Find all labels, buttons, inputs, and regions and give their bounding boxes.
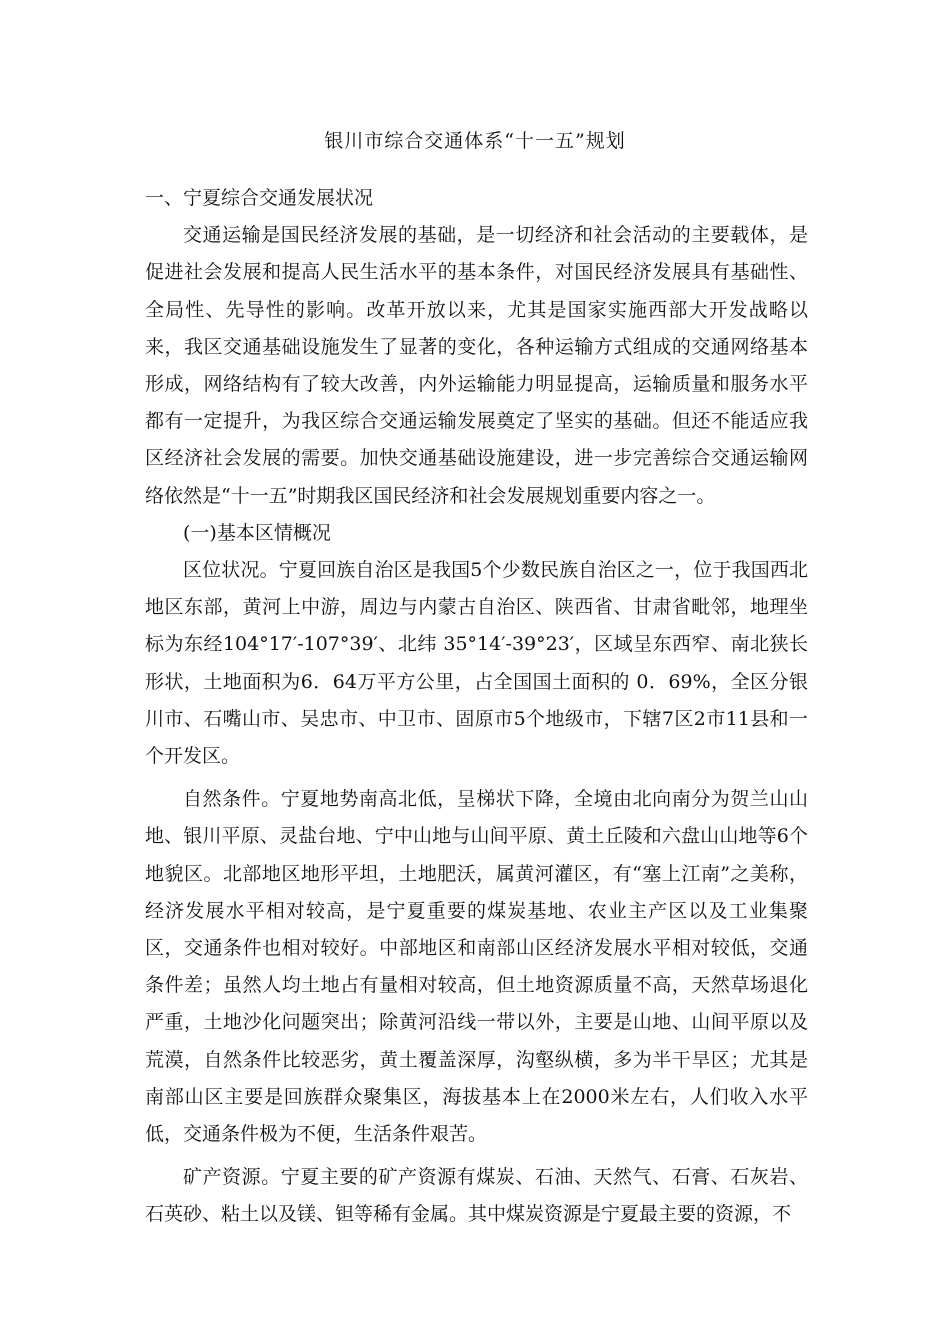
intro-paragraph: 交通运输是国民经济发展的基础，是一切经济和社会活动的主要载体，是促进社会发展和提高人民生活水平的基本条件，对国民经济发展具有基础性、全局性、先导性的影响。改革开放以来，尤其是国家实施西部大开发战略以来，我区交通基础设施发生了显著的变化，各种运输方式组成的交通网络基本形成，网络结构有了较大改善，内外运输能力明显提高，运输质量和服务水平都有一定提升，为我区综合交通运输发展奠定了坚实的基础。但还不能适应我区经济社会发展的需要。加快交通基础设施建设，进一步完善综合交通运输网络依然是“十一五”时期我区国民经济和社会发展规划重要内容之一。 — [145, 224, 808, 507]
minerals-paragraph: 矿产资源。宁夏主要的矿产资源有煤炭、石油、天然气、石膏、石灰岩、石英砂、粘土以及镁、钽等稀有金属。其中煤炭资源是宁夏最主要的资源，不 — [145, 1166, 808, 1226]
section-heading: 一、宁夏综合交通发展状况 — [145, 187, 374, 209]
document-body — [145, 180, 808, 1234]
location-paragraph: 区位状况。宁夏回族自治区是我国5个少数民族自治区之一，位于我国西北地区东部，黄河上中游，周边与内蒙古自治区、陕西省、甘肃省毗邻，地理坐标为东经104°17′-107°39′、北纬 35°14′-39°23′，区域呈东西窄、南北狭长形状，土地面积为6．64万平方公里，占全国国土面积的 0．69%，全区分银川市、石嘴山市、吴忠市、中卫市、固原市5个地级市，下辖7区2市11县和一个开发区。 — [145, 559, 808, 768]
nature-paragraph: 自然条件。宁夏地势南高北低，呈梯状下降，全境由北向南分为贺兰山山地、银川平原、灵盐台地、宁中山地与山间平原、黄土丘陵和六盘山山地等6个地貌区。北部地区地形平坦，土地肥沃，属黄河灌区，有“塞上江南”之美称，经济发展水平相对较高，是宁夏重要的煤炭基地、农业主产区以及工业集聚区，交通条件也相对较好。中部地区和南部山区经济发展水平相对较低，交通条件差；虽然人均土地占有量相对较高，但土地资源质量不高，天然草场退化严重，土地沙化问题突出；除黄河沿线一带以外，主要是山地、山间平原以及荒漠，自然条件比较恶劣，黄土覆盖深厚，沟壑纵横，多为半干旱区；尤其是南部山区主要是回族群众聚集区，海拔基本上在2000米左右，人们收入水平低，交通条件极为不便，生活条件艰苦。 — [145, 788, 808, 1146]
subsection-heading: (一)基本区情概况 — [183, 521, 331, 544]
document-title: 银川市综合交通体系“十一五”规划 — [324, 130, 626, 152]
